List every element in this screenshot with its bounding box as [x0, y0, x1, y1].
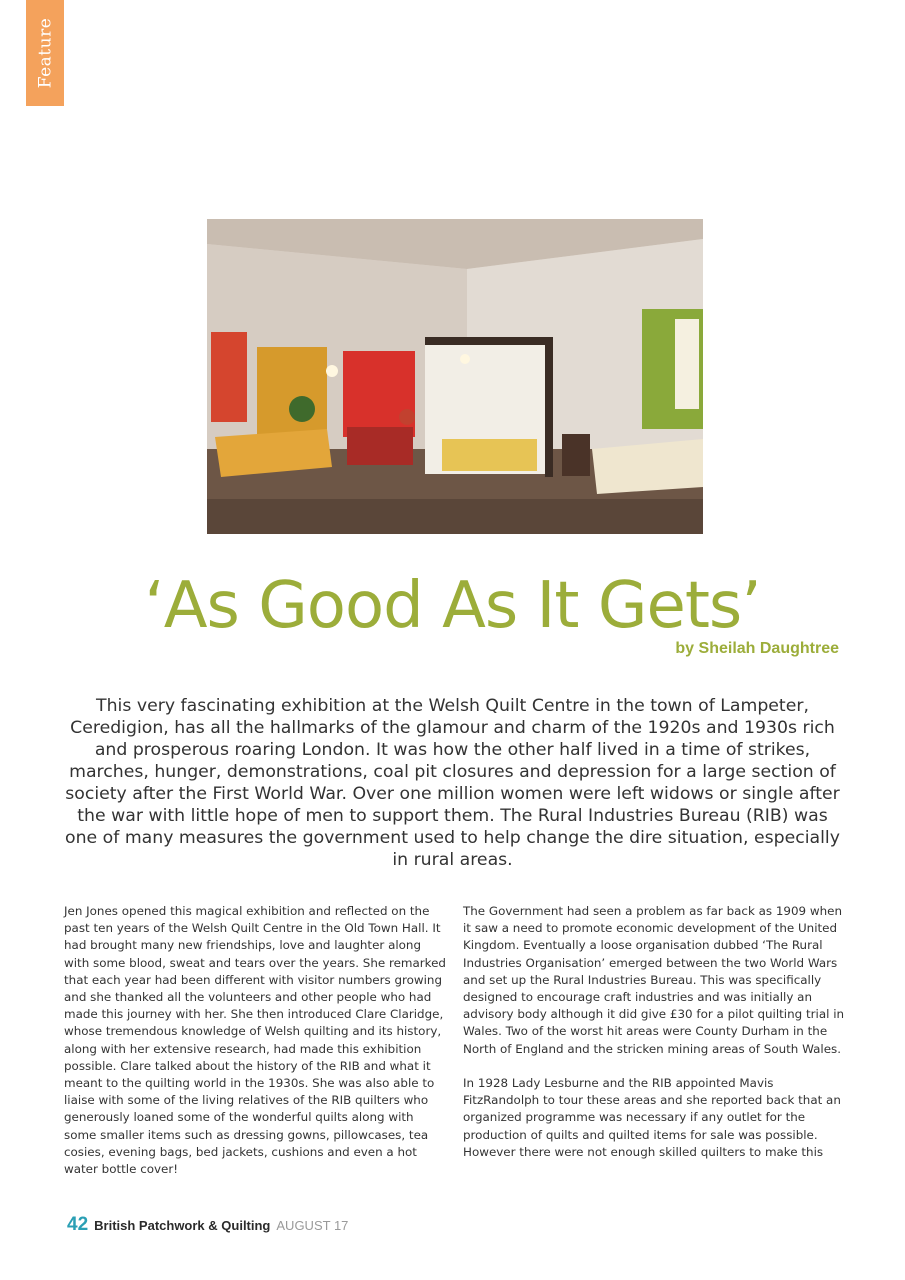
article-column-left [64, 903, 446, 1195]
magazine-name: British Patchwork & Quilting [94, 1218, 271, 1233]
body-paragraph: The Government had seen a problem as far back as 1909 when it saw a need to promote economic development of the United Kingdom. Eventually a loose organisation dubbed ‘The Rural Industries Organisation’ emerged between the two World Wars and set up the Rural Industries Bureau. This was specifically designed to encourage craft industries and was initially an advisory body although it did give £30 for a pilot quilting trial in Wales. Two of the worst hit areas were County Durham in the North of England and the stricken mining areas of South Wales. [463, 904, 845, 1056]
article-title: ‘As Good As It Gets’ [144, 569, 761, 643]
article-column-right [463, 903, 845, 1178]
page-number: 42 [67, 1214, 89, 1235]
page-footer [67, 1214, 348, 1236]
feature-tab-label: Feature [35, 17, 55, 89]
article-byline: by Sheilah Daughtree [675, 640, 839, 657]
feature-section-tab [26, 0, 64, 106]
article-intro: This very fascinating exhibition at the Welsh Quilt Centre in the town of Lampeter, Ceredigion, has all the hallmarks of the glamour and charm of the 1920s and 1930s rich and prosperous roaring London. It was how the other half lived in a time of strikes, marches, hunger, demonstrations, coal pit closures and depression for a large section of society after the First World War. Over one million women were left widows or single after the war with little hope of men to support them. The Rural Industries Bureau (RIB) was one of many measures the government used to help change the dire situation, especially in rural areas. [65, 696, 840, 870]
issue-date: AUGUST 17 [276, 1218, 349, 1233]
body-paragraph: In 1928 Lady Lesburne and the RIB appointed Mavis FitzRandolph to tour these areas and she reported back that an organized programme was necessary if any outlet for the production of quilts and quilted items for sale was possible. However there were not enough skilled quilters to make this [463, 1076, 841, 1159]
exhibition-photo-illustration [207, 219, 703, 534]
exhibition-photo [207, 219, 703, 534]
body-paragraph: Jen Jones opened this magical exhibition and reflected on the past ten years of the Welsh Quilt Centre in the Old Town Hall. It had brought many new friendships, love and laughter along with some blood, sweat and tears over the years. She remarked that each year had been different with visitor numbers growing and she thanked all the volunteers and other people who had made this journey with her. She then introduced Clare Claridge, whose tremendous knowledge of Welsh quilting and its history, along with her extensive research, had made this exhibition possible. Clare talked about the history of the RIB and what it meant to the quilting world in the 1930s. She was also able to liaise with some of the living relatives of the RIB quilters who generously loaned some of the wonderful quilts along with some smaller items such as dressing gowns, pillowcases, tea cosies, evening bags, bed jackets, cushions and even a hot water bottle cover! [64, 904, 446, 1177]
